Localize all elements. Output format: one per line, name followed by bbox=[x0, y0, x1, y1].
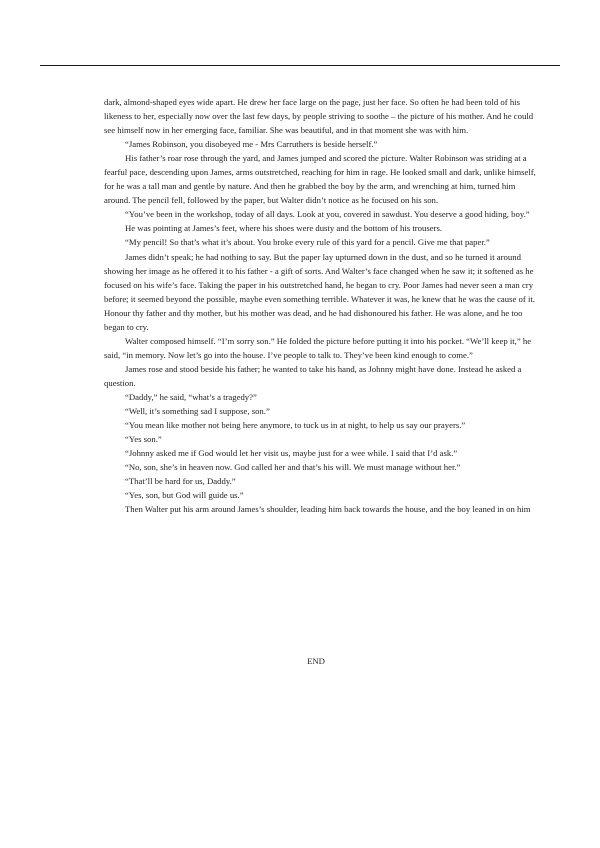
story-paragraph: “Well, it’s something sad I suppose, son.” bbox=[125, 406, 270, 417]
story-paragraph: “Daddy,” he said, “what’s a tragedy?” bbox=[125, 391, 257, 402]
story-paragraph: James didn’t speak; he had nothing to say. But the paper lay upturned down in the dust, and so he turned it around showing her image as he offered it to his father - a gift of sorts. And Walter’s face changed when he saw it; it softened as he focused on his wife’s face. Taking the paper in his outstretched hand, he began to cry. Poor James had never seen a man cry before; it seemed beyond the possible, maybe even something terrible. Whatever it was, he knew that he was the cause of it. Honour thy father and thy mother, but his mother was dead, and he had dishonoured his father. He was alone, and he too began to cry. bbox=[104, 251, 535, 332]
story-body bbox=[104, 95, 540, 516]
story-paragraph: “No, son, she’s in heaven now. God called her and that’s his will. We must manage without her.” bbox=[125, 462, 461, 473]
story-paragraph: “My pencil! So that’s what it’s about. You broke every rule of this yard for a pencil. Give me that paper.” bbox=[125, 237, 490, 248]
story-paragraph: “Yes, son, but God will guide us.” bbox=[125, 490, 244, 501]
story-paragraph: “You mean like mother not being here anymore, to tuck us in at night, to help us say our prayers.” bbox=[125, 420, 466, 431]
story-paragraph: His father’s roar rose through the yard, and James jumped and scored the picture. Walter Robinson was striding at a fearful pace, descending upon James, arms outstretched, reaching for him in rage. He looked small and dark, unlike himself, for he was a tall man and gentle by nature. And then he grabbed the boy by the arm, and wrenching at him, turned him around. The pencil fell, followed by the paper, but Walter didn’t notice as he focused on his son. bbox=[104, 153, 536, 206]
story-paragraph: dark, almond-shaped eyes wide apart. He drew her face large on the page, just her face. So often he had been told of his likeness to her, especially now over the last few days, by people striving to soothe – the picture of his mother. And he could see himself now in her emerging face, familiar. She was beautiful, and in that moment she was with him. bbox=[104, 97, 534, 136]
story-paragraph: Walter composed himself. “I’m sorry son.” He folded the picture before putting it into his pocket. “We’ll keep it,” he said, “in memory. Now let’s go into the house. I’ve people to talk to. They’ve been kind enough to come.” bbox=[104, 335, 532, 360]
story-paragraph: “Yes son.” bbox=[125, 434, 162, 445]
end-marker: END bbox=[307, 656, 325, 666]
story-paragraph: He was pointing at James’s feet, where his shoes were dusty and the bottom of his trousers. bbox=[125, 223, 443, 234]
story-paragraph: James rose and stood beside his father; he wanted to take his hand, as Johnny might have done. Instead he asked a question. bbox=[104, 363, 522, 388]
story-paragraph: “That’ll be hard for us, Daddy.” bbox=[125, 476, 236, 487]
story-paragraph: “James Robinson, you disobeyed me - Mrs Carruthers is beside herself.” bbox=[125, 139, 378, 150]
story-paragraph: “Johnny asked me if God would let her visit us, maybe just for a wee while. I said that I’d ask.” bbox=[125, 448, 458, 459]
story-paragraph: “You’ve been in the workshop, today of all days. Look at you, covered in sawdust. You deserve a good hiding, boy.” bbox=[125, 209, 530, 220]
story-paragraph: Then Walter put his arm around James’s shoulder, leading him back towards the house, and the boy leaned in on him bbox=[125, 504, 531, 515]
header-rule bbox=[40, 65, 560, 66]
